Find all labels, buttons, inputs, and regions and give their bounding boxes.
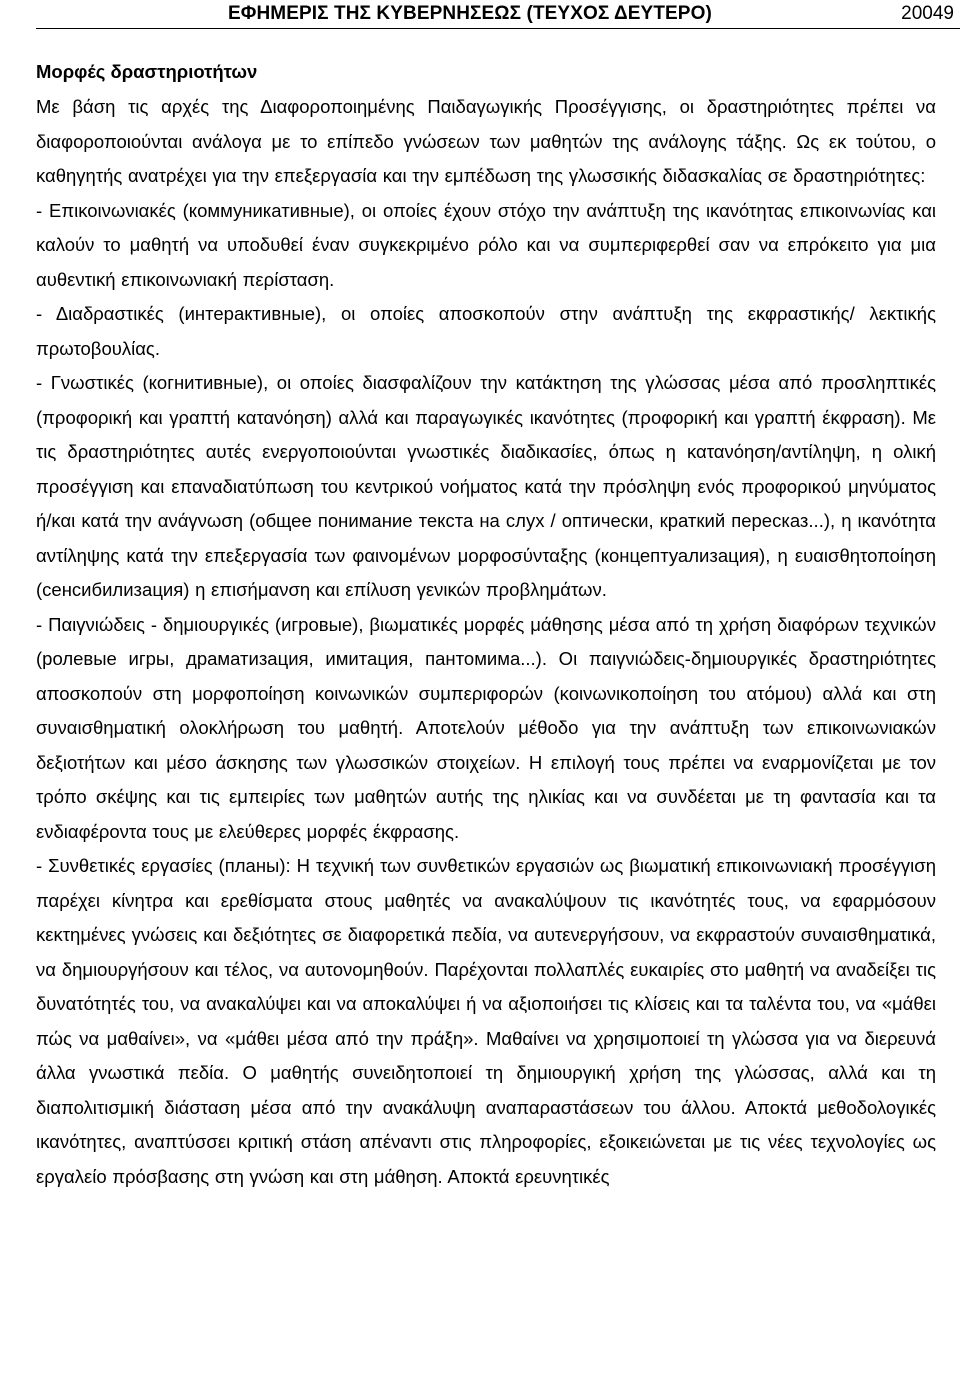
intro-paragraph: Με βάση τις αρχές της Διαφοροποιημένης Παιδαγωγικής Προσέγγισης, οι δραστηριότητες πρέπει να διαφοροποιούνται ανάλογα με το επίπεδο γνώσεων των μαθητών της ανάλογης τάξης. Ως εκ τούτου, ο καθηγητής ανατρέχει για την επεξεργασία και την εμπέδωση της γλωσσικής διδασκαλίας σε δραστηριότητες: — [36, 96, 936, 186]
header-divider — [36, 28, 960, 29]
cognitive-activities-paragraph: - Γνωστικές (когнитивные), οι οποίες διασφαλίζουν την κατάκτηση της γλώσσας μέσα από προσληπτικές (προφορική και γραπτή κατανόηση) αλλά και παραγωγικές ικανότητες (προφορική και γραπτή έκφραση). Με τις δραστηριότητες αυτές ενεργοποιούνται γνωστικές διαδικασίες, όπως η κατανόηση/αντίληψη, η ολική προσέγγιση και επαναδιατύπωση του κεντρικού νοήματος κατά την πρόσληψη ενός προφορικού μηνύματος ή/και κατά την ανάγνωση (общее понимание текста на слух / оптически, краткий пересказ...), η ικανότητα αντίληψης κατά την επεξεργασία των φαινομένων μορφοσύνταξης (концептуализация), η ευαισθητοποίηση (сенсибилизация) η επισήμανση και επίλυση γενικών προβλημάτων. — [36, 372, 936, 600]
playful-activities-paragraph: - Παιγνιώδεις - δημιουργικές (игровые), βιωματικές μορφές μάθησης μέσα από τη χρήση διαφόρων τεχνικών (ролевые игры, драматизация, имитация, пантомима...). Οι παιγνιώδεις-δημιουργικές δραστηριότητες αποσκοπούν στη μορφοποίηση κοινωνικών συμπεριφορών (κοινωνικοποίηση του ατόμου) αλλά και στη συναισθηματική ολοκλήρωση του μαθητή. Αποτελούν μέθοδο για την ανάπτυξη των επικοινωνιακών δεξιοτήτων και μέσο άσκησης των γλωσσικών στοιχείων. Η επιλογή τους πρέπει να εναρμονίζεται με τον τρόπο σκέψης και τις εμπειρίες των μαθητών αυτής της ηλικίας και να συνδέεται με τη φαντασία και τα ενδιαφέροντα τους με ελεύθερες μορφές έκφρασης. — [36, 613, 936, 842]
project-work-paragraph: - Συνθετικές εργασίες (планы): Η τεχνική των συνθετικών εργασιών ως βιωματική επικοινωνιακή προσέγγιση παρέχει κίνητρα και ερεθίσματα στους μαθητές να ανακαλύψουν τις ικανότητές τους, να εφαρμόσουν κεκτημένες γνώσεις και δεξιότητες σε διαφορετικά πεδία, να αυτενεργήσουν, να εκφραστούν συναισθηματικά, να δημιουργήσουν και τέλος, να αυτονομηθούν. Παρέχονται πολλαπλές ευκαιρίες στο μαθητή να αναδείξει τις δυνατότητές του, να ανακαλύψει και να αποκαλύψει ή να αξιοποιήσει τις κλίσεις και τα ταλέντα του, να «μάθει πώς να μαθαίνει», να «μάθει μέσα από την πράξη». Μαθαίνει να χρησιμοποιεί τη γλώσσα για να διερευνά άλλα γνωστικά πεδία. Ο μαθητής συνειδητοποιεί τη δημιουργική χρήση της γλώσσας, αλλά και τη διαπολιτισμική διάσταση μέσα από την ανακάλυψη αναπαραστάσεων του άλλου. Αποκτά μεθοδολογικές ικανότητες, αναπτύσσει κριτική στάση απέναντι στις πληροφορίες, εξοικειώνεται με τις νέες τεχνολογίες ως εργαλείο πρόσβασης στη γνώση και στη μάθηση. Αποκτά ερευνητικές — [36, 855, 936, 1187]
document-body — [36, 60, 936, 1194]
gazette-title: ΕΦΗΜΕΡΙΣ ΤΗΣ ΚΥΒΕΡΝΗΣΕΩΣ (ΤΕΥΧΟΣ ΔΕΥΤΕΡΟ) — [228, 3, 712, 24]
interactive-activities-paragraph: - Διαδραστικές (интерактивные), οι οποίες αποσκοπούν στην ανάπτυξη της εκφραστικής/ λεκτικής πρωτοβουλίας. — [36, 303, 936, 359]
page-number: 20049 — [901, 3, 954, 24]
section-heading: Μορφές δραστηριοτήτων — [36, 61, 258, 82]
communicative-activities-paragraph: - Επικοινωνιακές (коммуникативные), οι οποίες έχουν στόχο την ανάπτυξη της ικανότητας επικοινωνίας και καλούν το μαθητή να υποδυθεί έναν συγκεκριμένο ρόλο και να συμπεριφερθεί σαν να επρόκειτο για μια αυθεντική επικοινωνιακή περίσταση. — [36, 199, 936, 290]
page-header — [0, 0, 960, 30]
